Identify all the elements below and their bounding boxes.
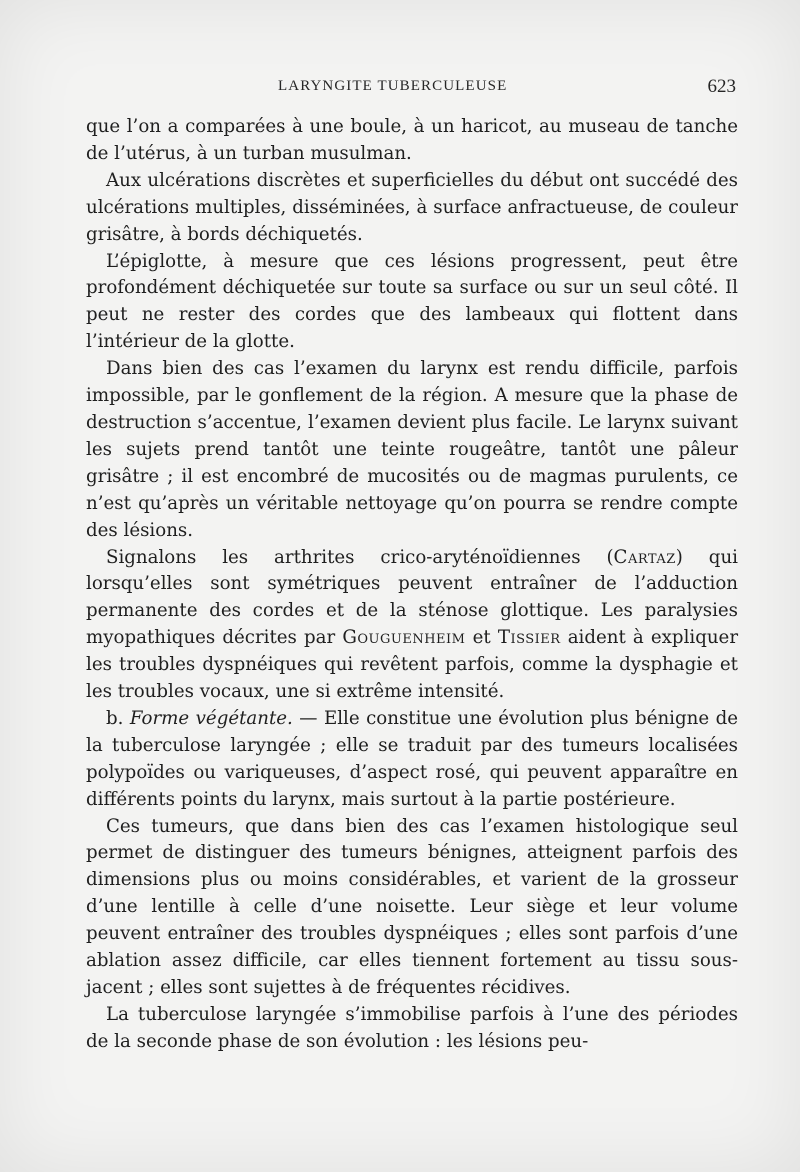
text-run: ) qui lorsqu’elles sont symétriques peuvent entraîner de l’adduction permanente des cordes et de la sténose glottique. Les paralysies myopathiques décrites par [86,546,738,649]
author-name: Gouguenheim [342,627,466,649]
text-run: et [465,627,498,649]
paragraph: Aux ulcérations discrètes et superficielles du début ont succédé des ulcérations multiples, disséminées, à surface anfractueuse, de couleur grisâtre, à bords déchiquetés. [86,169,738,245]
text-run: — Elle constitue une évolution plus bénigne de la tuberculose laryngée ; elle se traduit par des tumeurs localisées polypoïdes ou variqueuses, d’aspect rosé, qui peuvent apparaître en différents points du larynx, mais surtout à la partie postérieure. [86,707,738,810]
text-run: aident à expliquer les troubles dyspnéiques qui revêtent parfois, comme la dysphagie et les troubles vocaux, une si extrême intensité. [86,627,739,703]
section-title: Forme végétante. [129,707,293,729]
running-header [86,78,736,100]
section-label: b. [106,707,124,729]
paragraph: La tuberculose laryngée s’immobilise parfois à l’une des périodes de la seconde phase de son évolution : les lésions peu- [86,1003,738,1052]
paragraph [86,545,738,706]
body-text [86,114,738,1056]
author-name: Tissier [497,627,561,649]
paragraph [86,706,738,814]
paragraph: L’épiglotte, à mesure que ces lésions progressent, peut être profondément déchiquetée sur toute sa surface ou sur un seul côté. Il peut ne rester des cordes que des lambeaux qui flottent dans l’intérieur de la glotte. [86,250,738,353]
page-number: 623 [707,76,736,97]
paragraph: Ces tumeurs, que dans bien des cas l’examen histologique seul permet de distinguer des tumeurs bénignes, atteignent parfois des dimensions plus ou moins considérables, et varient de la grosseur d’une lentille à celle d’une noisette. Leur siège et leur volume peuvent entraîner des troubles dyspnéiques ; elles sont parfois d’une ablation assez difficile, car elles tiennent fortement au tissu sous-jacent ; elles sont sujettes à de fréquentes récidives. [86,815,738,998]
paragraph: que l’on a comparées à une boule, à un haricot, au museau de tanche de l’utérus, à un turban musulman. [86,116,738,164]
running-title: LARYNGITE TUBERCULEUSE [278,78,508,94]
paragraph: Dans bien des cas l’examen du larynx est rendu difficile, parfois impossible, par le gonflement de la région. A mesure que la phase de destruction s’accentue, l’examen devient plus facile. Le larynx suivant les sujets prend tantôt une teinte rougeâtre, tantôt une pâleur grisâtre ; il est encombré de mucosités ou de magmas purulents, ce n’est qu’après un véritable nettoyage qu’on pourra se rendre compte des lésions. [86,358,738,541]
author-name: Cartaz [613,546,676,568]
text-run: Signalons les arthrites crico-aryténoïdiennes ( [106,546,614,568]
